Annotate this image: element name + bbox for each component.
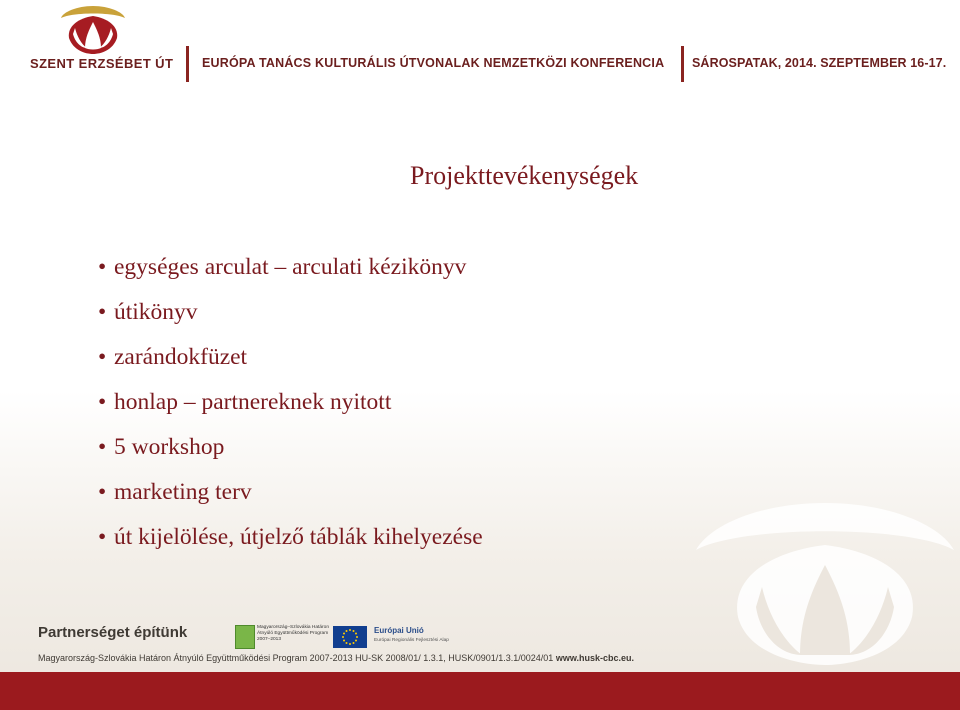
- program-logo-text: Magyarország–Szlovákia Határon Átnyúló Együttműködési Program 2007–2013: [257, 625, 329, 642]
- rose-watermark-icon: [690, 495, 960, 665]
- list-item-text: zarándokfüzet: [114, 344, 248, 370]
- list-item-text: egységes arculat – arculati kézikönyv: [114, 254, 467, 280]
- slide-title: Projekttevékenységek: [410, 161, 639, 190]
- list-item: [98, 340, 483, 385]
- eu-name: Európai Unió: [374, 626, 424, 635]
- rose-logo-icon: [55, 4, 131, 56]
- program-url[interactable]: www.husk-cbc.eu.: [555, 653, 634, 663]
- conference-date: SÁROSPATAK, 2014. SZEPTEMBER 16-17.: [692, 56, 947, 70]
- list-item-text: 5 workshop: [114, 434, 225, 460]
- list-item: [98, 520, 483, 565]
- bullet-icon: •: [98, 434, 107, 460]
- list-item: [98, 385, 483, 430]
- org-name: SZENT ERZSÉBET ÚT: [30, 56, 174, 71]
- list-item-text: marketing terv: [114, 479, 252, 505]
- bullet-icon: •: [98, 299, 107, 325]
- bullet-icon: •: [98, 254, 107, 280]
- list-item-text: honlap – partnereknek nyitott: [114, 389, 392, 415]
- eu-flag-icon: [333, 626, 367, 648]
- conference-title: EURÓPA TANÁCS KULTURÁLIS ÚTVONALAK NEMZETKÖZI KONFERENCIA: [202, 56, 665, 70]
- list-item-text: útikönyv: [114, 299, 198, 325]
- bottom-bar: [0, 672, 960, 710]
- header: [0, 0, 960, 90]
- bullet-icon: •: [98, 344, 107, 370]
- header-divider: [186, 46, 189, 82]
- bullet-icon: •: [98, 479, 107, 505]
- list-item: [98, 430, 483, 475]
- bullet-icon: •: [98, 389, 107, 415]
- list-item-text: út kijelölése, útjelző táblák kihelyezése: [114, 524, 483, 550]
- program-info: Magyarország-Szlovákia Határon Átnyúló Együttműködési Program 2007-2013 HU-SK 2008/01/ 1.3.1, HUSK/0901/1.3.1/0024/01: [38, 653, 554, 663]
- slogan: Partnerséget építünk: [38, 624, 188, 641]
- header-divider: [681, 46, 684, 82]
- list-item: [98, 295, 483, 340]
- bullet-list: [98, 250, 483, 565]
- list-item: [98, 250, 483, 295]
- bullet-icon: •: [98, 524, 107, 550]
- list-item: [98, 475, 483, 520]
- program-logo-icon: [235, 625, 255, 649]
- program-line: [38, 653, 634, 663]
- eu-subtitle: Európai Regionális Fejlesztési Alap: [374, 638, 449, 643]
